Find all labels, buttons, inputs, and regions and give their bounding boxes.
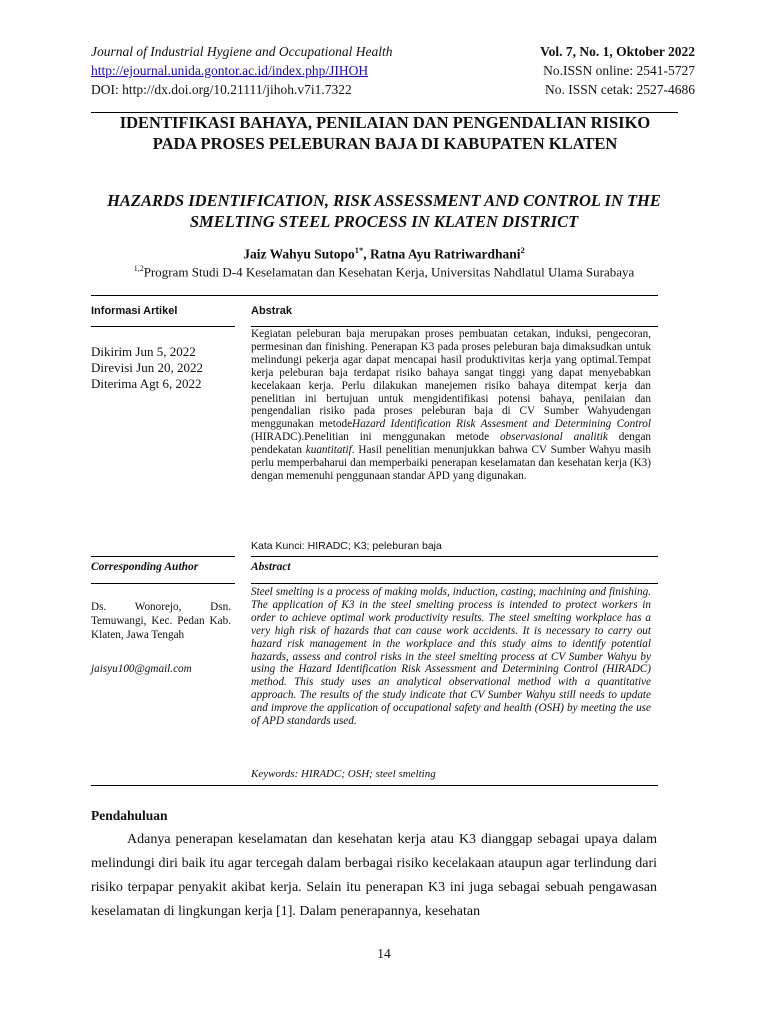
table-top-rule [91, 295, 658, 296]
corresponding-author-label: Corresponding Author [91, 561, 199, 573]
author-address: Ds. Wonorejo, Dsn. Temuwangi, Kec. Pedan Kab. Klaten, Jawa Tengah [91, 601, 231, 641]
volume-info: Vol. 7, No. 1, Oktober 2022 [540, 44, 695, 59]
rule [91, 583, 235, 584]
journal-url-link[interactable]: http://ejournal.unida.gontor.ac.id/index.php/JIHOH [91, 63, 369, 78]
diterima: Diterima Agt 6, 2022 [91, 376, 202, 391]
title-english: HAZARDS IDENTIFICATION, RISK ASSESSMENT AND CONTROL IN THE SMELTING STEEL PROCESS IN KLATEN DISTRICT [107, 191, 661, 231]
affiliation [90, 260, 678, 281]
title-indonesian: IDENTIFIKASI BAHAYA, PENILAIAN DAN PENGENDALIAN RISIKO PADA PROSES PELEBURAN BAJA DI KABUPATEN KLATEN [119, 113, 651, 153]
author-1: Jaiz Wahyu Sutopo [243, 246, 355, 262]
abstrak-part: Kegiatan peleburan baja merupakan proses pembuatan cetakan, induksi, pengecoran, permesinan dan finishing. Penerapan K3 pada proses peleburan baja dimaksudkan untuk melindungi pekerja agar dapat mencapai hasil produktivitas kerja yang optimal.Tempat kerja peleburan baja terdapat risiko bahaya sangat tinggi yang dapat menyebabkan kecelakaan kerja. Perlu dilakukan manejemen risiko bahaya ditempat kerja dan penelitian ini bertujuan untuk mengidentifikasi potensi bahaya, penilaian dan pengendalian risiko pada proses peleburan baja di CV Sumber Wahyudengan menggunakan metode [251, 328, 651, 431]
abstrak-part: . Hasil penelitian menunjukkan bahwa CV Sumber Wahyu masih perlu memperbaharui dan memperbaiki penerapan keselamatan dan kesehatan kerja (K3) dengan memenuhi penggunaan standar APD yang digunakan. [251, 444, 651, 482]
abstrak-text [251, 328, 651, 483]
affiliation-sup: 1,2 [133, 264, 144, 273]
body-paragraph: Adanya penerapan keselamatan dan kesehatan kerja atau K3 dianggap sebagai upaya dalam melindungi diri baik itu agar tercegah dalam berbagai risiko kecelakaan ataupun agar terlindung dari risiko terpapar penyakit akibat kerja. Selain itu penerapan K3 ini juga sebagai sebuah pengawasan keselamatan di lingkungan kerja [1]. Dalam penerapannya, kesehatan [91, 832, 657, 919]
page-number: 14 [377, 946, 391, 961]
doi: DOI: http://dx.doi.org/10.21111/jihoh.v7i1.7322 [91, 82, 352, 97]
author-2-sup: 2 [520, 245, 525, 255]
author-separator: , [363, 246, 370, 262]
rule [251, 326, 658, 327]
info-artikel-label: Informasi Artikel [91, 305, 178, 317]
affiliation-text: Program Studi D-4 Keselamatan dan Kesehatan Kerja, Universitas Nahdlatul Ulama Surabaya [143, 264, 635, 280]
rule [251, 583, 658, 584]
issn-online: No.ISSN online: 2541-5727 [543, 63, 695, 78]
abstrak-italic: Hazard Identification Risk Assesment and Determining Control [352, 418, 651, 431]
article-dates [91, 344, 241, 392]
section-heading: Pendahuluan [91, 808, 168, 823]
direvisi: Direvisi Jun 20, 2022 [91, 360, 203, 375]
abstrak-italic: observasional analitik [499, 431, 608, 444]
abstrak-italic: kuantitatif [305, 444, 352, 457]
author-1-sup: 1* [354, 245, 364, 255]
abstract-english: Steel smelting is a process of making molds, induction, casting, machining and finishing. The application of K3 in the steel smelting process is intended to protect workers in order to achieve optimal work productivity results. The steel smelting workplace has a very high risk of hazards that can cause work accidents. It is necessary to carry out hazard risk management in the workplace and this study aims to identify potential hazards, assess and control risks in the steel smelting process at CV Sumber Wahyu by using the Hazard Identification Risk Assessment and Determining Control (HIRADC) method. This study uses an analytical observational method with a quantitative approach. The results of the study indicate that CV Sumber Wahyu still needs to update and improve the application of occupational safety and health (OSH) by meeting the use of APD standards used. [251, 586, 651, 728]
journal-header [91, 42, 695, 99]
kata-kunci: Kata Kunci: HIRADC; K3; peleburan baja [251, 540, 442, 552]
rule [91, 556, 235, 557]
abstrak-part: dengan pendekatan [251, 431, 652, 457]
rule [91, 326, 235, 327]
dikirim: Dikirim Jun 5, 2022 [91, 344, 196, 359]
author-2: Ratna Ayu Ratriwardhani [370, 246, 521, 262]
abstract-label: Abstract [251, 561, 291, 573]
abstrak-label: Abstrak [251, 305, 292, 317]
journal-name: Journal of Industrial Hygiene and Occupational Health [91, 44, 393, 59]
rule [251, 556, 658, 557]
author-email: jaisyu100@gmail.com [91, 663, 192, 675]
abstrak-part: (HIRADC).Penelitian ini menggunakan metode [251, 431, 500, 444]
issn-print: No. ISSN cetak: 2527-4686 [545, 82, 695, 97]
table-bottom-rule [91, 785, 658, 786]
keywords: Keywords: HIRADC; OSH; steel smelting [251, 768, 436, 780]
